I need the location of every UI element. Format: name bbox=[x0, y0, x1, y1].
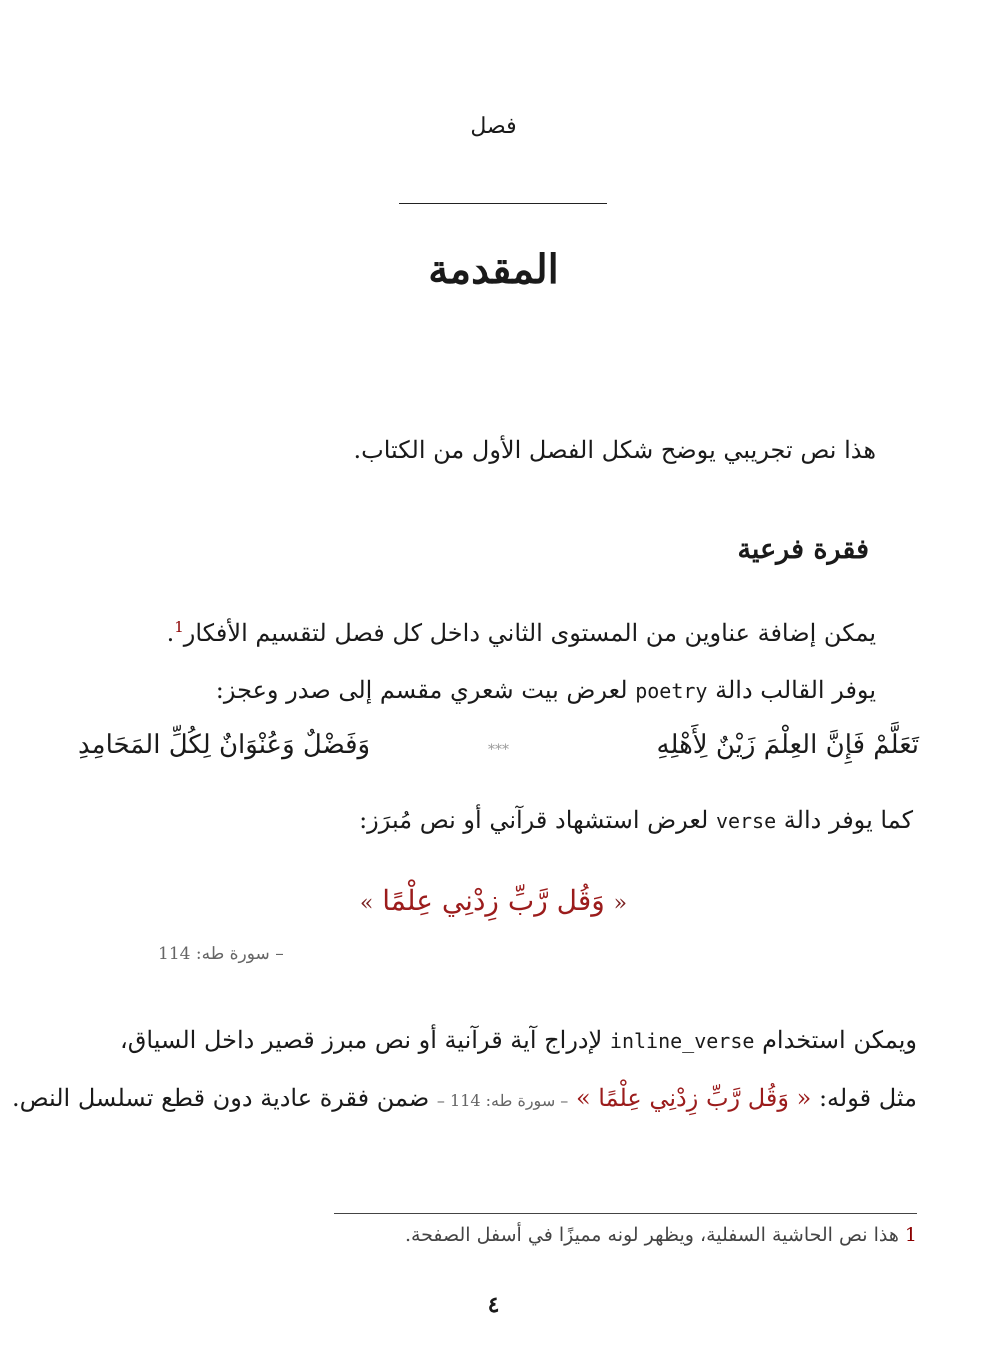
chapter-title: المقدمة bbox=[428, 246, 559, 293]
quote-close-mark: » bbox=[359, 891, 374, 916]
page-number: ٤ bbox=[487, 1292, 500, 1318]
chapter-rule bbox=[399, 203, 607, 204]
code-poetry: poetry bbox=[635, 679, 708, 703]
paragraph-2 bbox=[216, 676, 876, 704]
footnote-marker[interactable]: 1 bbox=[174, 618, 184, 636]
paragraph-4 bbox=[120, 1026, 917, 1054]
intro-paragraph: هذا نص تجريبي يوضح شكل الفصل الأول من الكتاب. bbox=[353, 436, 876, 464]
quote-reference-dash: – bbox=[275, 944, 284, 964]
paragraph-4-before: ويمكن استخدام bbox=[762, 1026, 917, 1054]
paragraph-1-text: يمكن إضافة عناوين من المستوى الثاني داخل كل فصل لتقسيم الأفكار bbox=[183, 619, 876, 647]
footnote-rule bbox=[334, 1213, 917, 1214]
paragraph-4-after: لإدراج آية قرآنية أو نص مبرز قصير داخل السياق، bbox=[120, 1026, 603, 1054]
footnote-number: 1 bbox=[904, 1224, 917, 1246]
paragraph-3-before: كما يوفر دالة bbox=[783, 806, 913, 834]
footnote-text: هذا نص الحاشية السفلية، ويظهر لونه مميزًا في أسفل الصفحة. bbox=[404, 1224, 899, 1246]
paragraph-2-after: لعرض بيت شعري مقسم إلى صدر وعجز: bbox=[215, 676, 628, 704]
quote-reference-text: سورة طه: 114 bbox=[158, 944, 270, 964]
chapter-label: فصل bbox=[470, 114, 517, 139]
paragraph-2-before: يوفر القالب دالة bbox=[715, 676, 876, 704]
verse-first-hemistich: تَعَلَّمْ فَإِنَّ العِلْمَ زَيْنٌ لِأَهْلِهِ bbox=[656, 730, 919, 760]
paragraph-1-end: . bbox=[166, 619, 175, 647]
quranic-quote bbox=[0, 884, 987, 917]
paragraph-5 bbox=[12, 1084, 917, 1112]
paragraph-1 bbox=[167, 618, 876, 647]
verse-separator: *** bbox=[488, 742, 509, 758]
footnote bbox=[405, 1224, 917, 1246]
sub-heading: فقرة فرعية bbox=[737, 534, 869, 565]
code-inline-verse: inline_verse bbox=[609, 1029, 755, 1053]
verse-second-hemistich: وَفَضْلٌ وَعُنْوَانٌ لِكُلِّ المَحَامِدِ bbox=[78, 730, 371, 760]
paragraph-3 bbox=[359, 806, 913, 834]
poetry-verse bbox=[78, 730, 919, 780]
inline-quote: « وَقُل رَّبِّ زِدْنِي عِلْمًا » bbox=[575, 1084, 812, 1112]
quote-text: وَقُل رَّبِّ زِدْنِي عِلْمًا bbox=[382, 884, 605, 917]
paragraph-5-after: ضمن فقرة عادية دون قطع تسلسل النص. bbox=[11, 1084, 430, 1112]
quote-reference bbox=[158, 944, 284, 964]
code-verse: verse bbox=[715, 809, 777, 833]
paragraph-5-before: مثل قوله: bbox=[818, 1084, 917, 1112]
inline-quote-reference: – سورة طه: 114 – bbox=[436, 1091, 569, 1110]
quote-open-mark: « bbox=[613, 891, 628, 916]
paragraph-3-after: لعرض استشهاد قرآني أو نص مُبرَز: bbox=[359, 806, 709, 834]
